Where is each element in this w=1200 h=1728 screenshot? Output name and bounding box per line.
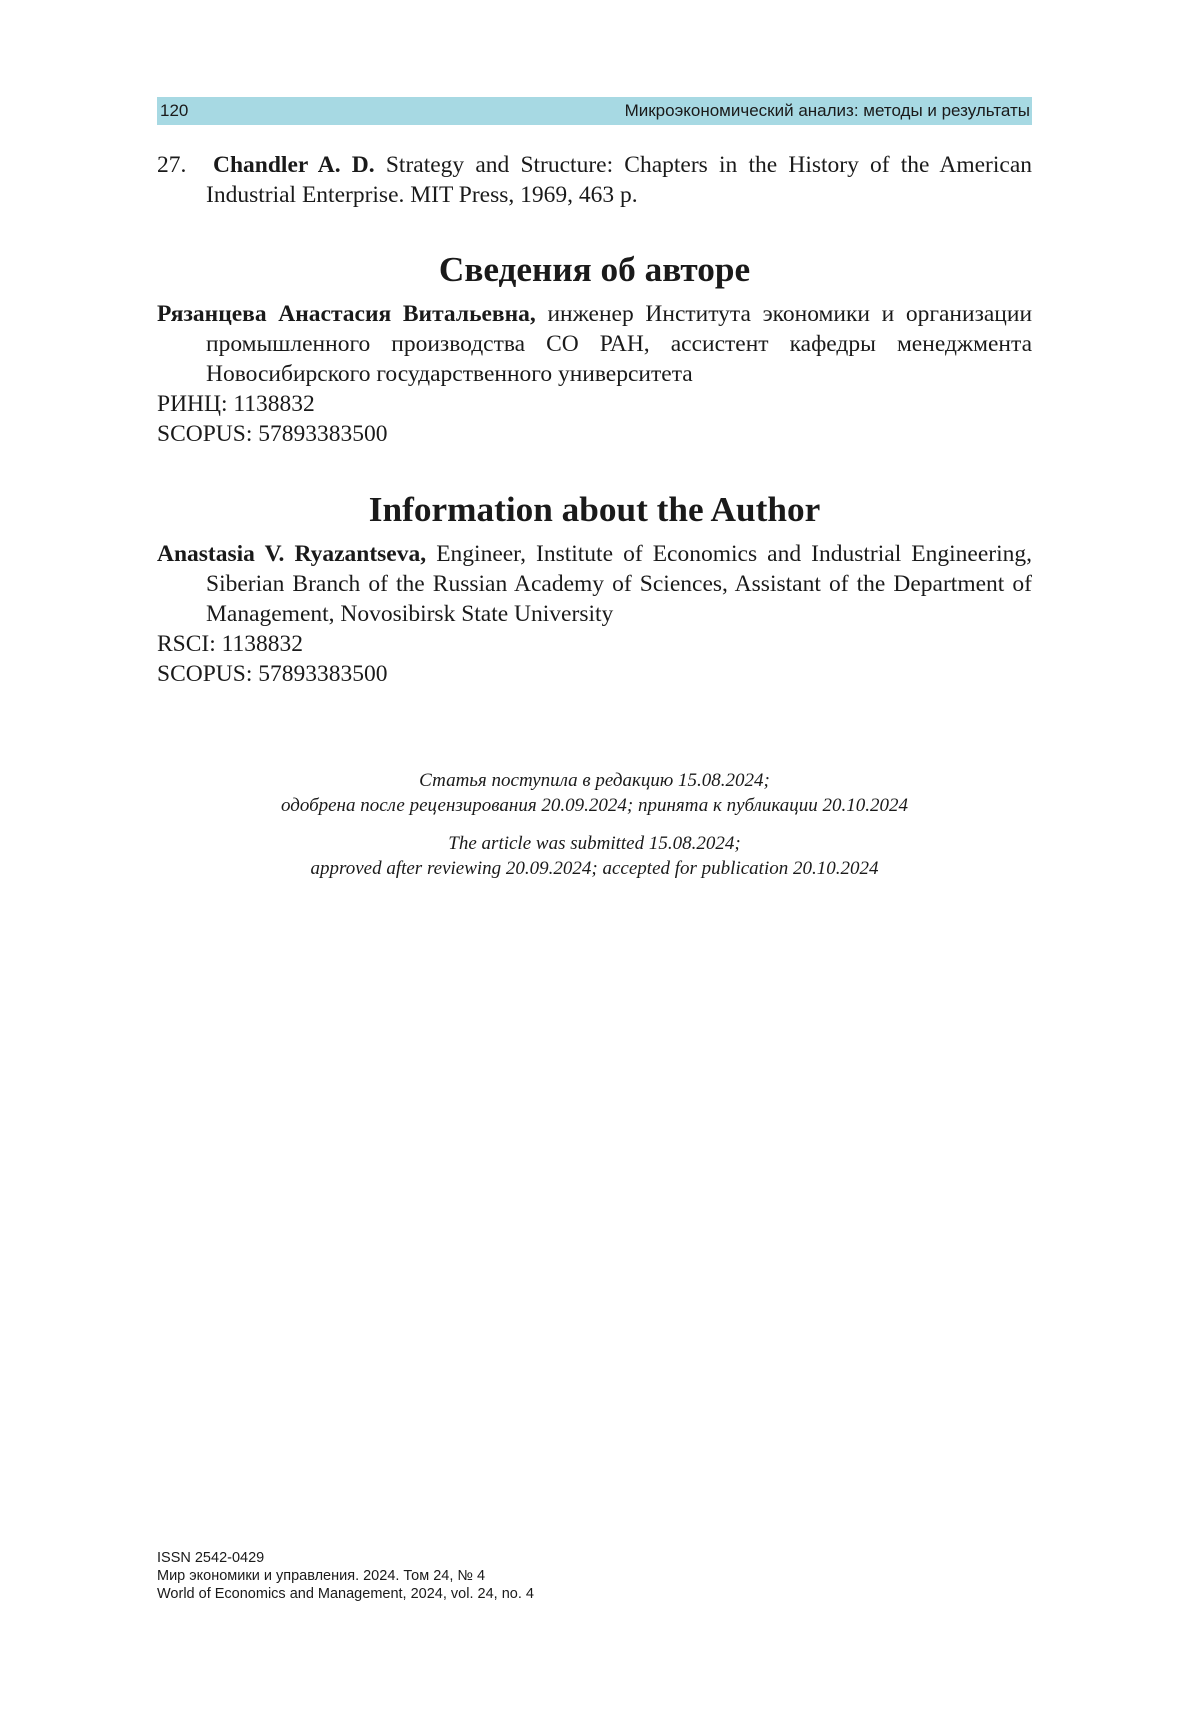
author-info-heading-ru: Сведения об авторе [438, 250, 751, 289]
scopus-id-ru: SCOPUS: 57893383500 [157, 421, 388, 447]
reference-text: Strategy and Structure: Chapters in the History of the American Industrial Enterprise. MIT Press, 1969, 463 p. [206, 152, 1033, 208]
scopus-id-en: SCOPUS: 57893383500 [157, 661, 388, 687]
page-footer [157, 1549, 534, 1603]
dates-en-line-2: approved after reviewing 20.09.2024; accepted for publication 20.10.2024 [310, 858, 879, 879]
footer-journal-en: World of Economics and Management, 2024, vol. 24, no. 4 [157, 1586, 534, 1602]
dates-ru-line-1: Статья поступила в редакцию 15.08.2024; [419, 770, 770, 791]
submission-dates-en [157, 831, 1032, 881]
running-header [157, 97, 1032, 125]
author-name-en: Anastasia V. Ryazantseva, [157, 541, 427, 567]
section-title: Микроэкономический анализ: методы и результаты [624, 101, 1030, 120]
reference-authors: Chandler A. D. [213, 152, 375, 178]
author-info-ru [157, 299, 1032, 449]
dates-ru-line-2: одобрена после рецензирования 20.09.2024; принята к публикации 20.10.2024 [280, 795, 909, 816]
reference-item [157, 150, 1032, 210]
footer-journal-ru: Мир экономики и управления. 2024. Том 24, № 4 [157, 1568, 486, 1584]
page-number: 120 [160, 101, 189, 120]
author-info-en [157, 539, 1032, 689]
page-content [157, 150, 1032, 689]
author-name-ru: Рязанцева Анастасия Витальевна, [157, 301, 536, 327]
author-affiliation-en: Engineer, Institute of Economics and Industrial Engineering, Siberian Branch of the Russian Academy of Sciences, Assistant of the Department of Management, Novosibirsk State University [206, 541, 1033, 627]
rsci-id: RSCI: 1138832 [157, 631, 304, 657]
author-info-heading-en: Information about the Author [368, 490, 821, 529]
submission-dates-ru [157, 768, 1032, 818]
rinc-id: РИНЦ: 1138832 [157, 391, 315, 417]
reference-number: 27. [157, 152, 187, 178]
footer-issn: ISSN 2542-0429 [157, 1550, 265, 1566]
dates-en-line-1: The article was submitted 15.08.2024; [448, 833, 741, 854]
author-affiliation-ru: инженер Института экономики и организации промышленного производства СО РАН, ассистент кафедры менеджмента Новосибирского государственного университета [206, 301, 1033, 387]
